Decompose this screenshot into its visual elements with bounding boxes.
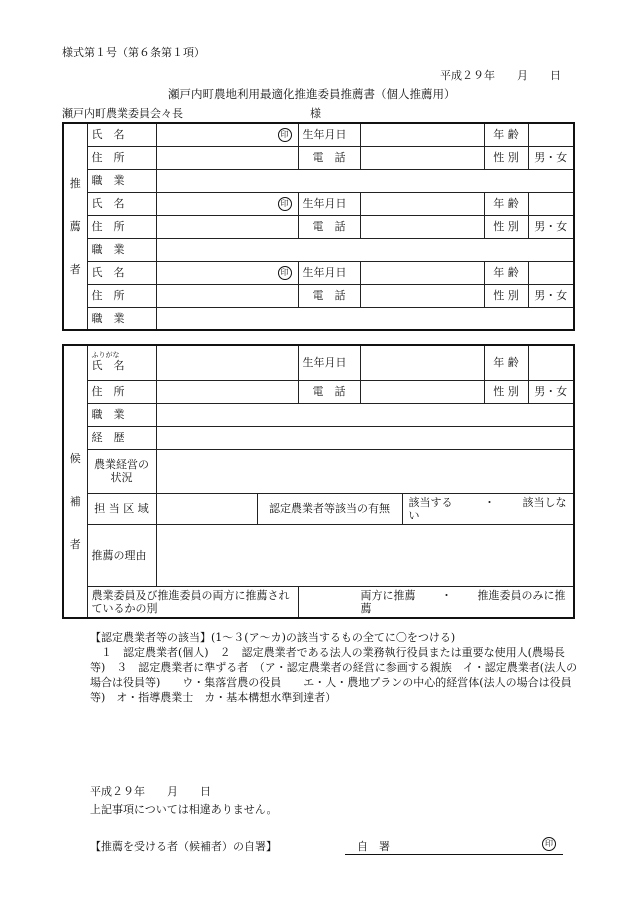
label-age: 年 齢 <box>484 123 528 146</box>
self-sign-label: 【推薦を受ける者（候補者）の自署】 <box>90 840 277 853</box>
age-field[interactable] <box>528 192 574 215</box>
form-title: 瀬戸内町農地利用最適化推進委員推薦書（個人推薦用） <box>168 87 456 101</box>
label-candidate-occupation: 職 業 <box>87 403 156 426</box>
label-name: 氏 名 <box>87 261 156 284</box>
label-area: 担 当 区 域 <box>87 493 156 524</box>
name-field[interactable] <box>156 123 298 146</box>
label-address: 住 所 <box>87 215 156 238</box>
reason-field[interactable] <box>156 524 574 586</box>
occupation-field[interactable] <box>156 238 574 261</box>
candidate-occupation-field[interactable] <box>156 403 574 426</box>
birthdate-field[interactable] <box>360 123 484 146</box>
label-reason: 推薦の理由 <box>87 524 156 586</box>
candidate-gender-options[interactable]: 男・女 <box>528 380 574 403</box>
recommender-table <box>62 122 575 331</box>
birthdate-field[interactable] <box>360 261 484 284</box>
label-both-recommended: 農業委員及び推進委員の両方に推薦されているかの別 <box>87 586 298 618</box>
label-occupation: 職 業 <box>87 238 156 261</box>
signature-line[interactable] <box>345 854 563 855</box>
form-date: 平成２９年 月 日 <box>440 69 561 82</box>
address-field[interactable] <box>156 146 298 169</box>
form-number: 様式第１号（第６条第１項） <box>62 46 205 59</box>
addressee: 瀬戸内町農業委員会々長 <box>62 107 183 120</box>
label-candidate-birthdate: 生年月日 <box>298 345 360 380</box>
label-phone: 電 話 <box>298 215 360 238</box>
candidate-name-field[interactable] <box>156 345 298 380</box>
candidate-age-field[interactable] <box>528 345 574 380</box>
address-field[interactable] <box>156 215 298 238</box>
both-option-2[interactable]: 推進委員のみに推薦 <box>360 588 566 615</box>
certified-no-option[interactable]: 該当しない <box>408 495 567 522</box>
label-occupation: 職 業 <box>87 307 156 330</box>
candidate-phone-field[interactable] <box>360 380 484 403</box>
label-phone: 電 話 <box>298 146 360 169</box>
occupation-field[interactable] <box>156 169 574 192</box>
seal-icon: 印 <box>278 266 292 280</box>
notes-heading: 【認定農業者等の該当】(1〜３(ア〜カ)の該当するもの全てに〇をつける) <box>90 631 456 644</box>
both-dot: ・ <box>441 588 452 602</box>
age-field[interactable] <box>528 123 574 146</box>
furigana-label: ふりがな <box>91 351 120 360</box>
birthdate-field[interactable] <box>360 192 484 215</box>
label-candidate-gender: 性 別 <box>484 380 528 403</box>
certified-dot: ・ <box>484 495 495 509</box>
candidate-table <box>62 344 575 619</box>
gender-options[interactable]: 男・女 <box>528 215 574 238</box>
seal-icon: 印 <box>278 128 292 142</box>
name-field[interactable] <box>156 261 298 284</box>
label-farm-status: 農業経営の状況 <box>87 449 156 493</box>
candidate-history-field[interactable] <box>156 426 574 449</box>
occupation-field[interactable] <box>156 307 574 330</box>
label-candidate-phone: 電 話 <box>298 380 360 403</box>
footer-seal-icon: 印 <box>542 836 558 851</box>
label-name: 氏 名 <box>87 192 156 215</box>
label-gender: 性 別 <box>484 284 528 307</box>
label-age: 年 齢 <box>484 261 528 284</box>
label-gender: 性 別 <box>484 146 528 169</box>
candidate-side-label: 候 補 者 <box>63 345 87 618</box>
label-candidate-age: 年 齢 <box>484 345 528 380</box>
label-certified: 認定農業者等該当の有無 <box>257 493 402 524</box>
seal-icon: 印 <box>278 197 292 211</box>
notes-section <box>90 630 580 705</box>
both-options[interactable] <box>298 586 574 618</box>
certified-yes-option[interactable]: 該当する <box>408 495 453 509</box>
phone-field[interactable] <box>360 146 484 169</box>
recommender-side-label: 推 薦 者 <box>63 123 87 330</box>
name-field[interactable] <box>156 192 298 215</box>
candidate-address-field[interactable] <box>156 380 298 403</box>
farm-status-field[interactable] <box>156 449 574 493</box>
label-occupation: 職 業 <box>87 169 156 192</box>
gender-options[interactable]: 男・女 <box>528 146 574 169</box>
age-field[interactable] <box>528 261 574 284</box>
jisho-label: 自 署 <box>357 840 390 853</box>
label-address: 住 所 <box>87 284 156 307</box>
label-candidate-name: ふりがな 氏 名 <box>87 345 156 380</box>
label-birthdate: 生年月日 <box>298 123 360 146</box>
label-phone: 電 話 <box>298 284 360 307</box>
label-birthdate: 生年月日 <box>298 261 360 284</box>
candidate-birthdate-field[interactable] <box>360 345 484 380</box>
footer-statement: 上記事項については相違ありません。 <box>90 803 278 816</box>
phone-field[interactable] <box>360 284 484 307</box>
label-name: 氏 名 <box>87 123 156 146</box>
gender-options[interactable]: 男・女 <box>528 284 574 307</box>
label-age: 年 齢 <box>484 192 528 215</box>
area-field[interactable] <box>156 493 257 524</box>
certified-options[interactable] <box>402 493 574 524</box>
label-birthdate: 生年月日 <box>298 192 360 215</box>
address-field[interactable] <box>156 284 298 307</box>
footer-date: 平成２９年 月 日 <box>90 785 211 798</box>
both-option-1[interactable]: 両方に推薦 <box>360 588 416 602</box>
notes-body: １ 認定農業者(個人) ２ 認定農業者である法人の業務執行役員または重要な使用人(農場長等) ３ 認定農業者に準ずる者 （ア・認定農業者の経営に参画する親族 イ・認定農業者(法人の場合は役員等) ウ・集落営農の役員 エ・人・農地プランの中心的経営体(法人の場合は役員等) オ・指導農業士 カ・基本構想水準到達者） <box>90 646 578 704</box>
label-gender: 性 別 <box>484 215 528 238</box>
addressee-sama: 様 <box>310 107 321 120</box>
phone-field[interactable] <box>360 215 484 238</box>
label-candidate-history: 経 歴 <box>87 426 156 449</box>
label-address: 住 所 <box>87 146 156 169</box>
label-candidate-address: 住 所 <box>87 380 156 403</box>
